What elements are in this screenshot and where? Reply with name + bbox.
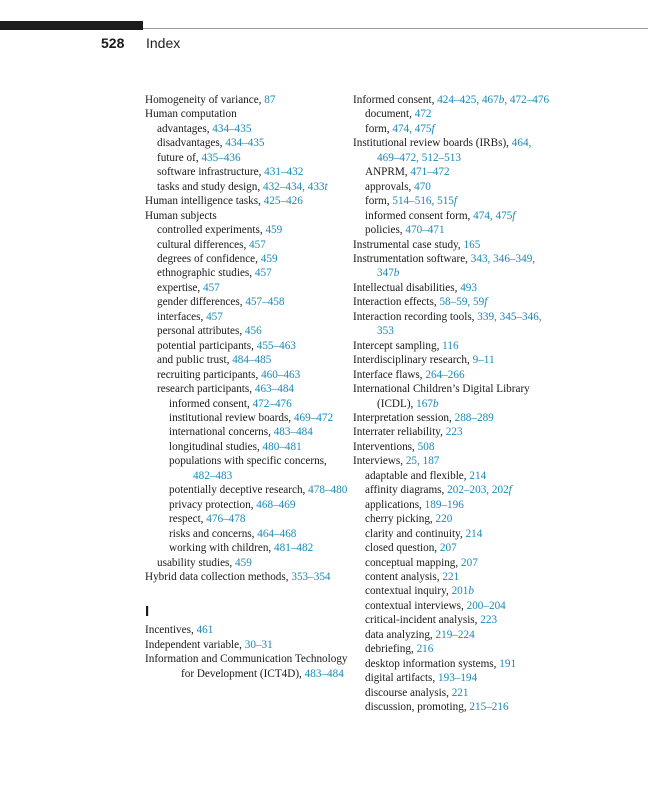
index-term: controlled experiments, — [157, 224, 266, 237]
page-reference-link[interactable]: 464, 469–472, 512–513 — [377, 137, 532, 164]
page-reference-link[interactable]: 343, 346–349, 347b — [377, 252, 536, 280]
page-reference-link[interactable]: 87 — [264, 94, 276, 106]
index-term: potentially deceptive research, — [169, 484, 309, 497]
page-reference-link[interactable]: 483–484 — [273, 426, 313, 439]
index-term: contextual inquiry, — [365, 585, 452, 598]
page-reference-link[interactable]: 288–289 — [454, 411, 494, 424]
index-entry — [145, 527, 350, 541]
index-term: Independent variable, — [145, 638, 245, 651]
index-entry — [353, 93, 553, 107]
page-reference-link[interactable]: 220 — [435, 513, 453, 526]
index-term: longitudinal studies, — [169, 440, 263, 453]
page-number: 528 — [101, 35, 125, 51]
index-term: recruiting participants, — [157, 368, 262, 381]
index-entry — [353, 700, 553, 714]
page-reference-link[interactable]: 480–481 — [262, 440, 302, 453]
index-entry — [353, 165, 553, 179]
index-term: International Children’s Digital Library (ICDL), — [353, 383, 530, 410]
index-term: populations with specific concerns, — [169, 455, 327, 468]
page-reference-link[interactable]: 116 — [442, 339, 459, 352]
index-term: Human computation — [145, 108, 237, 121]
index-term: and public trust, — [157, 354, 233, 367]
page-reference-link[interactable]: 457 — [206, 310, 223, 323]
index-term: disadvantages, — [157, 137, 226, 150]
index-term: discussion, promoting, — [365, 701, 470, 714]
index-term: expertise, — [157, 281, 203, 294]
page-reference-link[interactable]: 469–472 — [293, 411, 334, 424]
index-entry — [353, 584, 553, 598]
index-entry — [353, 440, 553, 454]
index-term: Intercept sampling, — [353, 339, 443, 352]
index-term: Interaction effects, — [353, 296, 440, 309]
index-entry — [353, 122, 553, 136]
index-entry — [353, 382, 553, 411]
index-term: gender differences, — [157, 296, 246, 309]
index-entry — [145, 180, 350, 194]
index-entry — [353, 541, 553, 555]
index-entry — [353, 353, 553, 367]
index-entry — [353, 368, 553, 382]
index-term: document, — [365, 108, 415, 121]
index-entry — [353, 657, 553, 671]
index-term: Interrater reliability, — [353, 426, 446, 439]
index-term: Incentives, — [145, 624, 197, 637]
page-reference-link[interactable]: 435–436 — [201, 151, 241, 164]
index-term: clarity and continuity, — [365, 527, 466, 540]
page-reference-link[interactable]: 483–484 — [304, 667, 344, 680]
page-reference-link[interactable]: 25, 187 — [405, 455, 440, 468]
index-term: Information and Communication Technology for Development (ICT4D), — [145, 653, 348, 680]
index-entry — [145, 440, 350, 454]
page-reference-link[interactable]: 9–11 — [472, 354, 495, 367]
page-reference-link[interactable]: 484–485 — [232, 354, 272, 367]
page-reference-link[interactable]: 482–483 — [193, 469, 233, 482]
index-term: Interaction recording tools, — [353, 310, 478, 323]
index-term: research participants, — [157, 383, 255, 396]
index-entry — [145, 252, 350, 266]
index-term: ethnographic studies, — [157, 267, 255, 280]
index-entry — [145, 194, 350, 208]
index-term: Interface flaws, — [353, 368, 426, 381]
index-term: personal attributes, — [157, 325, 245, 338]
index-entry — [145, 295, 350, 309]
index-term: Human subjects — [145, 209, 217, 222]
index-term: software infrastructure, — [157, 166, 265, 179]
index-entry — [353, 339, 553, 353]
page-reference-link[interactable]: 481–482 — [274, 542, 314, 555]
page-reference-link[interactable]: 464–468 — [257, 527, 297, 540]
index-entry — [353, 686, 553, 700]
index-entry — [353, 556, 553, 570]
index-term: digital artifacts, — [365, 672, 439, 685]
page-reference-link[interactable]: 264–266 — [425, 368, 465, 381]
index-entry — [353, 180, 553, 194]
index-term: interfaces, — [157, 310, 207, 323]
page-reference-link[interactable]: 432–434, 433t — [262, 180, 328, 193]
index-entry — [353, 512, 553, 526]
index-entry — [353, 483, 553, 497]
index-entry — [145, 107, 350, 121]
index-entry — [145, 165, 350, 179]
index-term: potential participants, — [157, 339, 257, 352]
index-entry — [145, 498, 350, 512]
page-reference-link[interactable]: 221 — [442, 570, 460, 583]
page-reference-link[interactable]: 457 — [202, 281, 220, 294]
page-reference-link[interactable]: 207 — [461, 556, 478, 569]
index-entry — [145, 454, 350, 483]
index-block-i-continued — [353, 93, 553, 714]
page-reference-link[interactable]: 58–59, 59f — [439, 296, 488, 309]
page-reference-link[interactable]: 493 — [460, 281, 477, 294]
page-reference-link[interactable]: 165 — [463, 238, 481, 251]
page-reference-link[interactable]: 474, 475f — [392, 122, 435, 135]
page-reference-link[interactable]: 455–463 — [256, 339, 296, 352]
page-reference-link[interactable]: 434–435 — [225, 137, 265, 150]
index-entry — [353, 136, 553, 165]
page-reference-link[interactable]: 219–224 — [435, 628, 475, 641]
index-term: Intellectual disabilities, — [353, 281, 461, 294]
page-reference-link[interactable]: 457 — [254, 267, 272, 280]
page-reference-link[interactable]: 434–435 — [212, 122, 252, 135]
page-reference-link[interactable]: 200–204 — [466, 599, 506, 612]
index-entry — [145, 353, 350, 367]
index-column-right — [353, 93, 553, 714]
index-term: debriefing, — [365, 643, 417, 656]
index-entry — [353, 570, 553, 584]
index-entry — [145, 324, 350, 338]
page-reference-link[interactable]: 471–472 — [410, 166, 450, 179]
index-entry — [353, 671, 553, 685]
index-term: form, — [365, 195, 393, 208]
index-term: usability studies, — [157, 556, 236, 569]
index-term: informed consent, — [169, 397, 253, 410]
page-reference-link[interactable]: 223 — [480, 614, 498, 627]
index-term: contextual interviews, — [365, 599, 467, 612]
page-reference-link[interactable]: 424–425, 467b, 472–476 — [437, 94, 550, 106]
index-block-h — [145, 93, 350, 584]
page-reference-link[interactable]: 30–31 — [244, 638, 273, 651]
index-term: working with children, — [169, 542, 275, 555]
index-entry — [353, 628, 553, 642]
index-entry — [145, 93, 350, 107]
index-term: policies, — [365, 224, 406, 237]
index-term: Instrumental case study, — [353, 238, 464, 251]
index-entry — [353, 613, 553, 627]
page-reference-link[interactable]: 459 — [235, 556, 252, 569]
index-term: cultural differences, — [157, 238, 250, 251]
index-entry — [145, 382, 350, 396]
page-reference-link[interactable]: 468–469 — [256, 498, 296, 511]
index-term: discourse analysis, — [365, 686, 452, 699]
index-term: critical-incident analysis, — [365, 614, 481, 627]
index-entry — [145, 339, 350, 353]
index-term: international concerns, — [169, 426, 274, 439]
index-entry — [353, 238, 553, 252]
index-entry — [353, 310, 553, 339]
page-reference-link[interactable]: 508 — [417, 440, 435, 453]
index-entry — [145, 425, 350, 439]
index-entry — [353, 425, 553, 439]
index-term: Interventions, — [353, 440, 418, 453]
page-reference-link[interactable]: 460–463 — [261, 368, 301, 381]
page-reference-link[interactable]: 214 — [469, 469, 487, 482]
index-entry — [145, 368, 350, 382]
page-reference-link[interactable]: 470 — [414, 180, 431, 193]
index-entry — [145, 541, 350, 555]
page-reference-link[interactable]: 457–458 — [245, 296, 285, 309]
page-reference-link[interactable]: 214 — [465, 527, 483, 540]
page-reference-link[interactable]: 478–480 — [308, 484, 348, 497]
index-entry — [145, 411, 350, 425]
index-entry — [353, 642, 553, 656]
index-entry — [145, 638, 350, 652]
index-term: ANPRM, — [365, 166, 411, 179]
index-term: Informed consent, — [353, 94, 438, 106]
index-term: applications, — [365, 498, 425, 511]
index-entry — [353, 209, 553, 223]
index-term: Hybrid data collection methods, — [145, 570, 292, 583]
index-term: approvals, — [365, 180, 415, 193]
index-block-i — [145, 623, 350, 681]
index-entry — [353, 498, 553, 512]
index-term: conceptual mapping, — [365, 556, 461, 569]
page-reference-link[interactable]: 202–203, 202f — [447, 484, 512, 497]
index-entry — [353, 281, 553, 295]
index-entry — [145, 209, 350, 223]
page-reference-link[interactable]: 463–484 — [254, 383, 294, 396]
page-reference-link[interactable]: 514–516, 515f — [392, 195, 457, 208]
index-entry — [145, 281, 350, 295]
page-reference-link[interactable]: 216 — [416, 643, 434, 656]
page-reference-link[interactable]: 457 — [249, 238, 266, 251]
index-term: respect, — [169, 513, 207, 526]
page-reference-link[interactable]: 167b — [416, 397, 439, 410]
index-term: degrees of confidence, — [157, 252, 261, 265]
page-reference-link[interactable]: 339, 345–346, 353 — [377, 310, 542, 338]
header-bar — [0, 21, 143, 30]
index-term: form, — [365, 122, 393, 135]
page-reference-link[interactable]: 207 — [439, 542, 457, 555]
index-term: tasks and study design, — [157, 180, 263, 193]
index-term: Instrumentation software, — [353, 252, 471, 265]
index-entry — [145, 223, 350, 237]
index-term: Homogeneity of variance, — [145, 94, 265, 106]
index-entry — [353, 411, 553, 425]
index-term: Institutional review boards (IRBs), — [353, 137, 512, 150]
index-term: privacy protection, — [169, 498, 257, 511]
index-term: Interpretation session, — [353, 411, 455, 424]
index-entry — [353, 469, 553, 483]
page-reference-link[interactable]: 459 — [260, 252, 278, 265]
running-title: Index — [146, 35, 181, 51]
index-entry — [145, 397, 350, 411]
index-entry — [353, 599, 553, 613]
page-reference-link[interactable]: 476–478 — [206, 513, 246, 526]
index-entry — [145, 266, 350, 280]
index-term: institutional review boards, — [169, 411, 294, 424]
page-reference-link[interactable]: 215–216 — [469, 701, 509, 714]
index-entry — [145, 136, 350, 150]
index-term: cherry picking, — [365, 513, 436, 526]
page-reference-link[interactable]: 189–196 — [424, 498, 464, 511]
index-entry — [145, 556, 350, 570]
page-reference-link[interactable]: 201b — [451, 585, 474, 598]
page-reference-link[interactable]: 456 — [244, 325, 262, 338]
page-reference-link[interactable]: 472–476 — [252, 397, 292, 410]
index-entry — [353, 107, 553, 121]
page-reference-link[interactable]: 459 — [265, 224, 283, 237]
index-term: content analysis, — [365, 570, 443, 583]
index-term: desktop information systems, — [365, 657, 500, 670]
index-term: informed consent form, — [365, 209, 474, 222]
index-term: closed question, — [365, 542, 440, 555]
page-reference-link[interactable]: 461 — [196, 624, 214, 637]
page-reference-link[interactable]: 474, 475f — [473, 209, 516, 222]
index-term: adaptable and flexible, — [365, 469, 470, 482]
index-term: affinity diagrams, — [365, 484, 448, 497]
index-term: Interviews, — [353, 455, 406, 468]
index-entry — [145, 512, 350, 526]
index-entry — [145, 483, 350, 497]
index-entry — [145, 238, 350, 252]
index-entry — [145, 623, 350, 637]
page-reference-link[interactable]: 353–354 — [291, 570, 331, 583]
index-entry — [145, 570, 350, 584]
index-entry — [145, 151, 350, 165]
index-entry — [145, 652, 350, 681]
index-term: Human intelligence tasks, — [145, 195, 264, 208]
index-entry — [145, 310, 350, 324]
index-term: data analyzing, — [365, 628, 436, 641]
index-column-left — [145, 93, 350, 681]
page-reference-link[interactable]: 472 — [414, 108, 432, 121]
index-entry — [353, 223, 553, 237]
index-entry — [353, 194, 553, 208]
index-term: Interdisciplinary research, — [353, 354, 473, 367]
page-reference-link[interactable]: 223 — [445, 426, 463, 439]
index-entry — [353, 295, 553, 309]
page-reference-link[interactable]: 470–471 — [405, 224, 445, 237]
index-entry — [353, 252, 553, 281]
page-reference-link[interactable]: 221 — [451, 686, 469, 699]
index-term: risks and concerns, — [169, 527, 258, 540]
page-reference-link[interactable]: 425–426 — [263, 195, 303, 208]
index-entry — [353, 527, 553, 541]
page-reference-link[interactable]: 191 — [499, 657, 517, 670]
index-entry — [145, 122, 350, 136]
index-entry — [353, 454, 553, 468]
page-reference-link[interactable]: 193–194 — [438, 672, 478, 685]
page-reference-link[interactable]: 431–432 — [264, 166, 304, 179]
index-term: future of, — [157, 151, 202, 164]
section-letter: I — [145, 603, 150, 621]
index-term: advantages, — [157, 122, 213, 135]
